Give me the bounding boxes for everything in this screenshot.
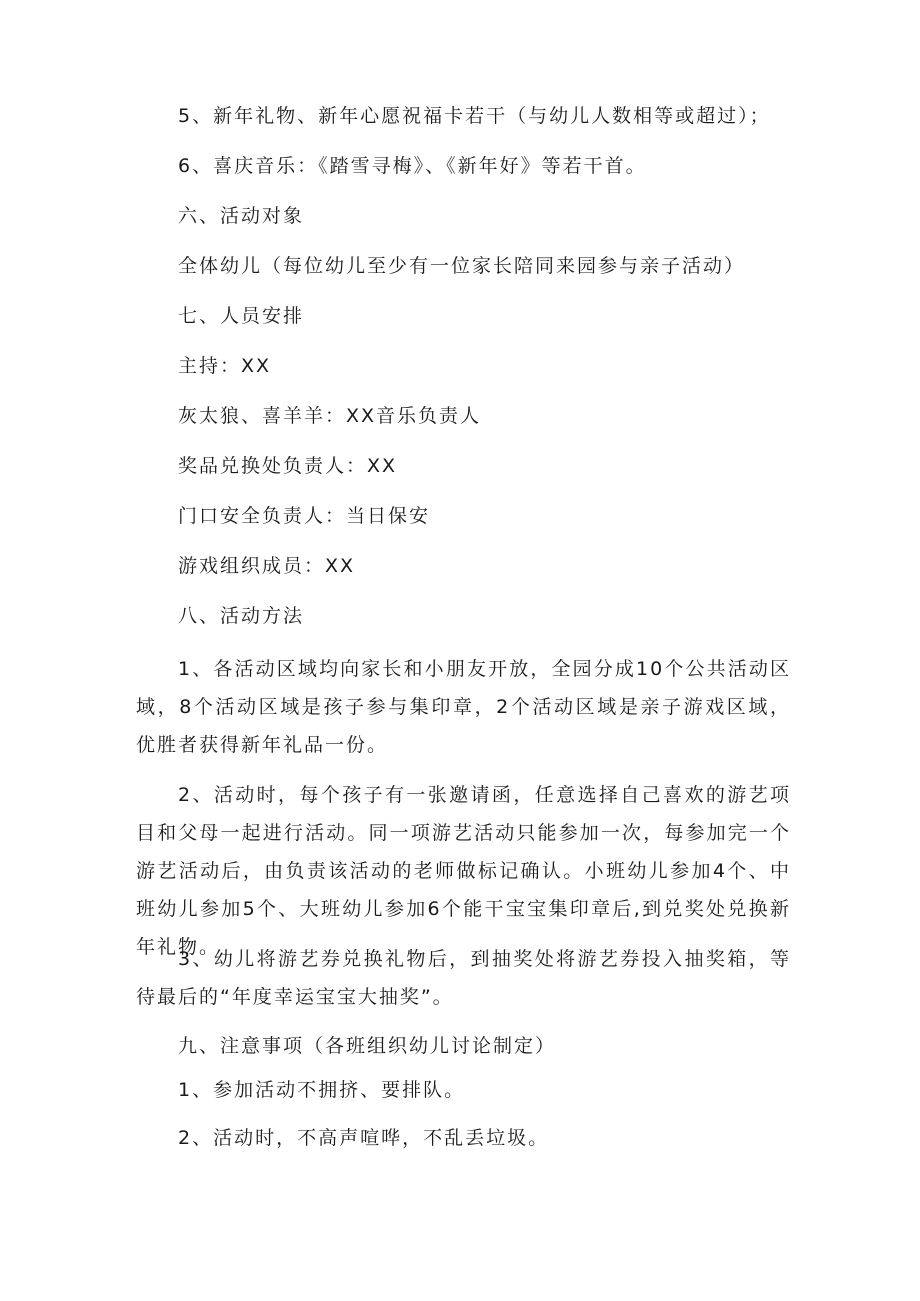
staff-gate-safety: 门口安全负责人：当日保安 — [178, 505, 431, 527]
notice-item-1: 1、参加活动不拥挤、要排队。 — [178, 1079, 466, 1101]
staff-host: 主持：XX — [178, 355, 272, 377]
method-paragraph-1: 1、各活动区域均向家长和小朋友开放，全园分成10个公共活动区域，8个活动区域是孩子参与集印章，2个活动区域是亲子游戏区域，优胜者获得新年礼品一份。 — [136, 658, 791, 756]
staff-prize-exchange: 奖品兑换处负责人：XX — [178, 455, 398, 477]
materials-item-6: 6、喜庆音乐：《踏雪寻梅》、《新年好》等若干首。 — [178, 155, 647, 177]
staff-game-team: 游戏组织成员：XX — [178, 555, 356, 577]
notice-item-2: 2、活动时，不高声喧哗，不乱丢垃圾。 — [178, 1127, 550, 1149]
section-7-heading: 七、人员安排 — [178, 305, 305, 327]
section-9-heading: 九、注意事项（各班组织幼儿讨论制定） — [178, 1035, 557, 1057]
section-6-content: 全体幼儿（每位幼儿至少有一位家长陪同来园参与亲子活动） — [178, 255, 746, 277]
section-8-heading: 八、活动方法 — [178, 605, 305, 627]
method-paragraph-2: 2、活动时，每个孩子有一张邀请函，任意选择自己喜欢的游艺项目和父母一起进行活动。同一项游艺活动只能参加一次，每参加完一个游艺活动后，由负责该活动的老师做标记确认。小班幼儿参加4个、中班幼儿参加5个、大班幼儿参加6个能干宝宝集印章后,到兑奖处兑换新年礼物。 — [136, 784, 791, 958]
materials-item-5: 5、新年礼物、新年心愿祝福卡若干（与幼儿人数相等或超过）； — [178, 105, 771, 127]
staff-wolf-sheep: 灰太狼、喜羊羊：XX音乐负责人 — [178, 405, 482, 427]
section-6-heading: 六、活动对象 — [178, 205, 305, 227]
method-paragraph-3: 3、幼儿将游艺券兑换礼物后，到抽奖处将游艺券投入抽奖箱，等待最后的“年度幸运宝宝大抽奖”。 — [136, 948, 791, 1008]
